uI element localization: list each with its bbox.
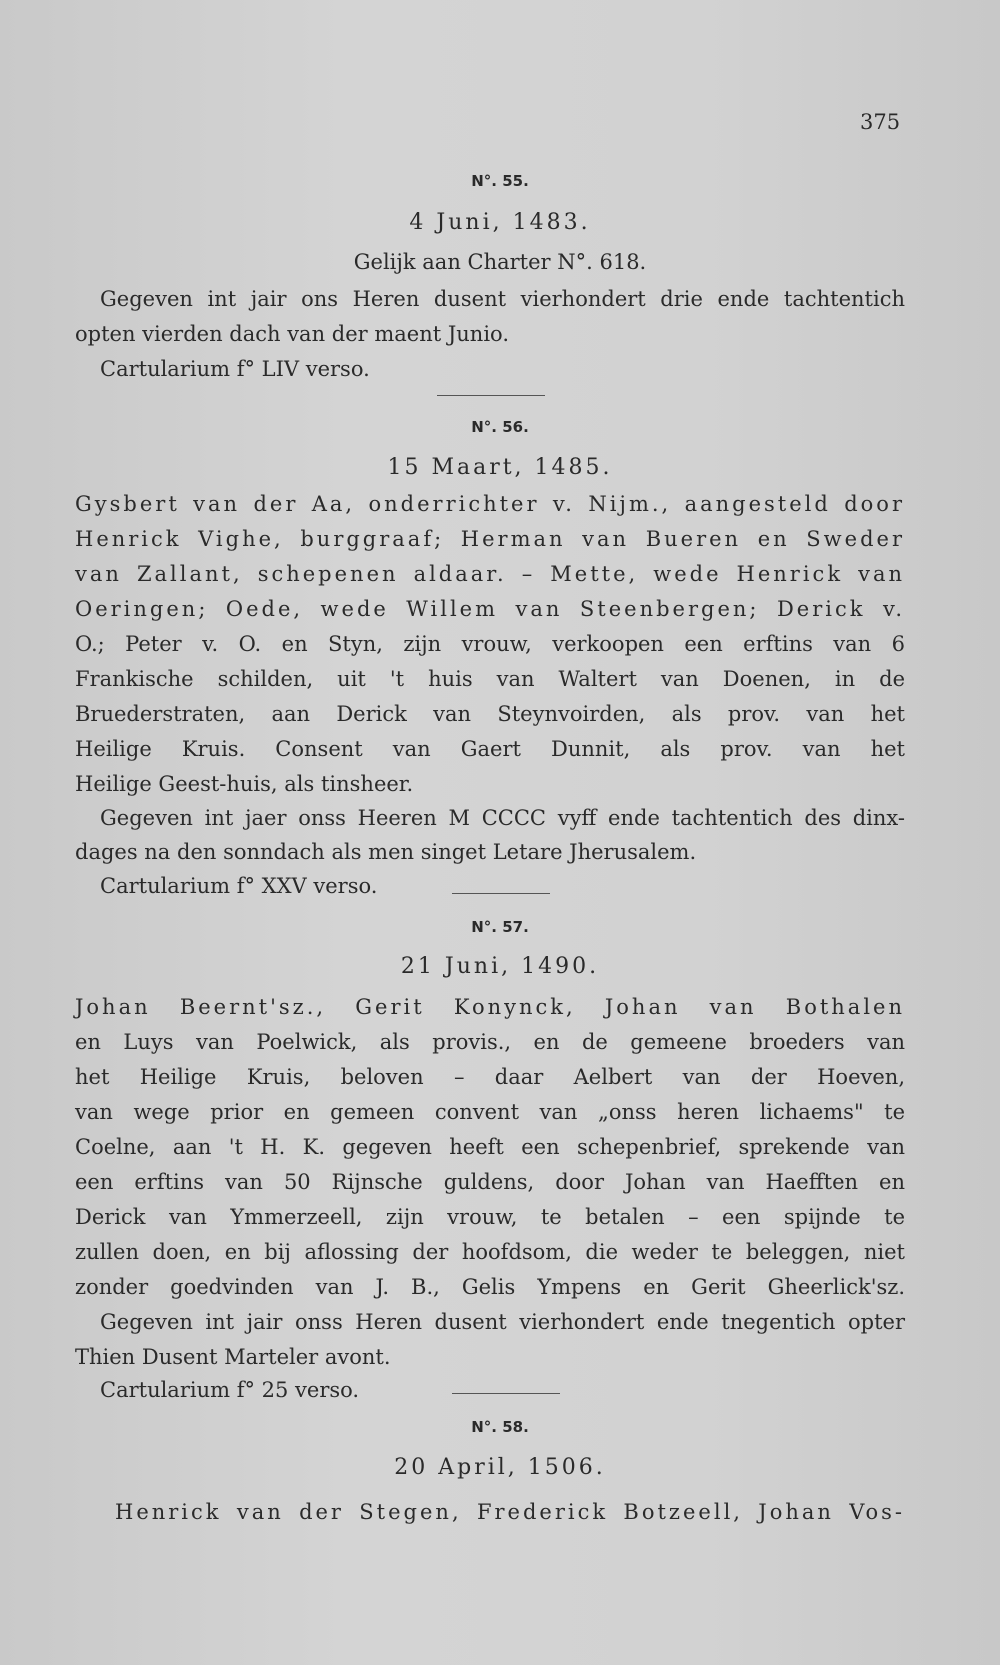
cartularium-line: Cartularium f° XXV verso. [100,874,378,898]
text-line: Frankische schilden, uit 't huis van Waltert van Doenen, in de [75,667,905,691]
entry-heading: N°. 55. [471,172,529,190]
section-divider [452,1393,560,1394]
entry-heading: N°. 58. [471,1418,529,1436]
given-line: Gegeven int jaer onss Heeren M CCCC vyff ende tachtentich des dinx- [100,806,905,830]
text-line: het Heilige Kruis, beloven – daar Aelbert van der Hoeven, [75,1065,905,1089]
text-line: en Luys van Poelwick, als provis., en de gemeene broeders van [75,1030,905,1054]
text-line: Henrick Vighe, burggraaf; Herman van Bueren en Sweder [75,527,905,551]
given-line: opten vierden dach van der maent Junio. [75,322,509,346]
entry-reference: Gelijk aan Charter N°. 618. [353,250,647,274]
section-divider [437,395,545,396]
text-line: zonder goedvinden van J. B., Gelis Ympens en Gerit Gheerlick'sz. [75,1275,905,1299]
cartularium-line: Cartularium f° 25 verso. [100,1378,360,1402]
text-line: Oeringen; Oede, wede Willem van Steenbergen; Derick v. [75,597,905,621]
entry-date: 21 Juni, 1490. [400,954,600,979]
page-number: 375 [860,110,901,134]
entry-date: 20 April, 1506. [394,1455,606,1480]
text-line: een erftins van 50 Rijnsche guldens, door Johan van Haefften en [75,1170,905,1194]
entry-date: 4 Juni, 1483. [409,210,591,235]
text-line: Heilige Geest-huis, als tinsheer. [75,772,414,796]
text-line: Johan Beernt'sz., Gerit Konynck, Johan van Bothalen [75,995,905,1019]
text-line: van Zallant, schepenen aldaar. – Mette, wede Henrick van [75,562,905,586]
given-line: dages na den sonndach als men singet Letare Jherusalem. [75,840,697,864]
entry-heading: N°. 57. [471,918,529,936]
text-line: Derick van Ymmerzeell, zijn vrouw, te betalen – een spijnde te [75,1205,905,1229]
given-line: Gegeven int jair ons Heren dusent vierhondert drie ende tachtentich [100,287,905,311]
text-line: O.; Peter v. O. en Styn, zijn vrouw, verkoopen een erftins van 6 [75,632,905,656]
text-line: van wege prior en gemeen convent van „onss heren lichaems" te [75,1100,905,1124]
entry-heading: N°. 56. [471,418,529,436]
text-line: Gysbert van der Aa, onderrichter v. Nijm., aangesteld door [75,492,905,516]
text-line: Heilige Kruis. Consent van Gaert Dunnit, als prov. van het [75,737,905,761]
text-line: Bruederstraten, aan Derick van Steynvoirden, als prov. van het [75,702,905,726]
entry-date: 15 Maart, 1485. [387,455,613,480]
given-line: Thien Dusent Marteler avont. [75,1345,391,1369]
given-line: Gegeven int jair onss Heren dusent vierhondert ende tnegentich opter [100,1310,905,1334]
text-line: zullen doen, en bij aflossing der hoofdsom, die weder te beleggen, niet [75,1240,905,1264]
text-line: Coelne, aan 't H. K. gegeven heeft een schepenbrief, sprekende van [75,1135,905,1159]
section-divider [452,893,550,894]
cartularium-line: Cartularium f° LIV verso. [100,357,370,381]
text-line: Henrick van der Stegen, Frederick Botzeell, Johan Vos- [115,1500,905,1524]
